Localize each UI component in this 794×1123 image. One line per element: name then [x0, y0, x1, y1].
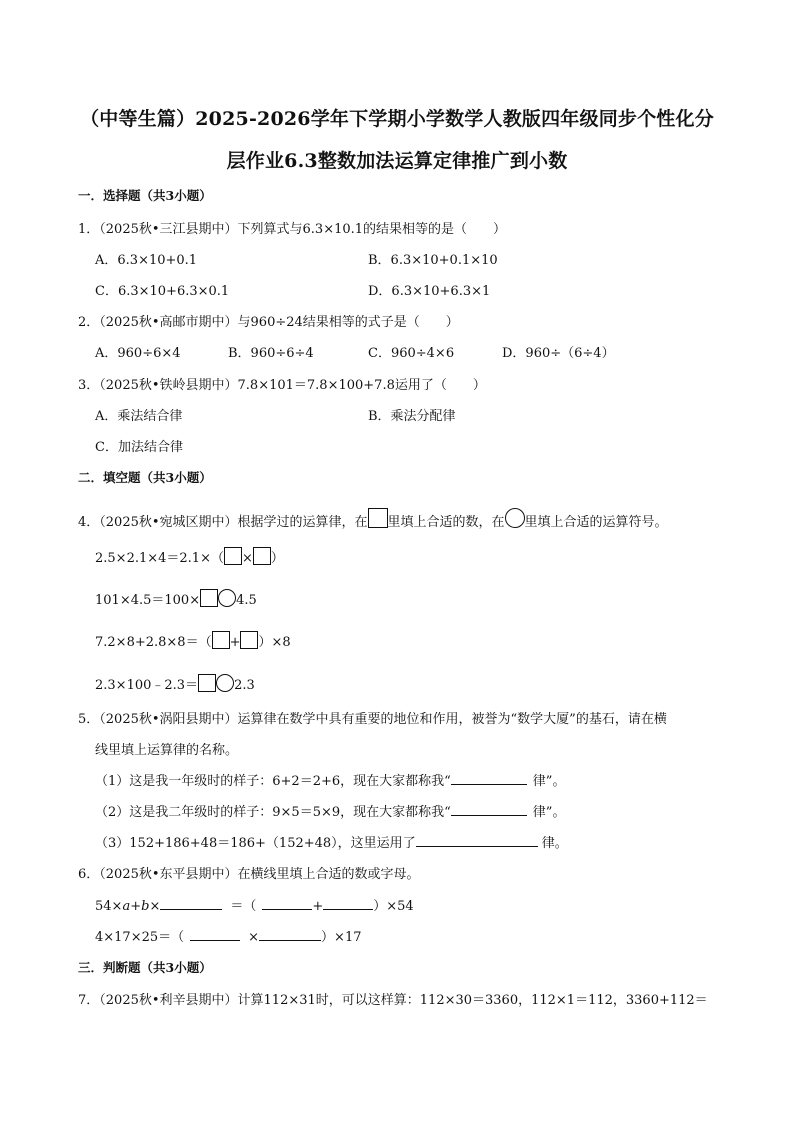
question-3-option-b: B．乘法分配律	[368, 409, 456, 424]
section-heading-fill: 二．填空题（共3小题）	[78, 470, 212, 485]
q6-e1-end: ）×54	[373, 899, 414, 914]
question-3-option-c: C．加法结合律	[95, 440, 183, 455]
answer-box-5[interactable]	[240, 631, 258, 649]
question-4-stem	[78, 508, 668, 530]
answer-box-4[interactable]	[212, 631, 230, 649]
question-1-option-d: D．6.3×10+6.3×1	[368, 284, 491, 299]
question-1-option-c: C．6.3×10+6.3×0.1	[95, 284, 230, 299]
answer-box-6[interactable]	[198, 674, 216, 692]
expr-1-text-c: ）	[270, 551, 284, 566]
square-box-icon	[368, 508, 388, 528]
question-2-option-b: B．960÷6÷4	[228, 346, 314, 361]
expr-2-text-b: 4.5	[236, 593, 257, 608]
q5-p1-text-b: 律”。	[532, 774, 566, 789]
question-5-part-2	[95, 801, 565, 820]
q6-e1-eq: ＝（	[230, 899, 257, 914]
answer-blank-3[interactable]	[416, 834, 538, 847]
question-2-option-d: D．960÷（6÷4）	[502, 346, 615, 361]
question-2-option-a: A．960÷6×4	[95, 346, 181, 361]
answer-blank-2[interactable]	[451, 803, 527, 816]
page-title-line-1: （中等生篇）2025-2026学年下学期小学数学人教版四年级同步个性化分	[80, 108, 714, 130]
answer-blank-1[interactable]	[451, 772, 527, 785]
section-heading-choice: 一．选择题（共3小题）	[78, 188, 212, 203]
question-4-expression-1	[95, 547, 284, 566]
q5-p3-text-a: （3）152+186+48＝186+（152+48），这里运用了	[95, 836, 416, 851]
answer-box-2[interactable]	[253, 547, 271, 565]
q5-p2-text-a: （2）这是我二年级时的样子：9×5＝5×9，现在大家都称我“	[95, 805, 451, 820]
q6-e1-var-b: b	[141, 899, 150, 914]
answer-box-1[interactable]	[224, 547, 242, 565]
answer-circle-1[interactable]	[218, 589, 236, 607]
question-5-part-1	[95, 770, 565, 789]
question-1-option-b: B．6.3×10+0.1×10	[368, 253, 498, 268]
expr-1-text-a: 2.5×2.1×4＝2.1×（	[95, 551, 224, 566]
question-6-expression-1	[95, 895, 414, 914]
q5-p1-text-a: （1）这是我一年级时的样子：6+2＝2+6，现在大家都称我“	[95, 774, 451, 789]
answer-blank-5[interactable]	[262, 897, 312, 910]
expr-4-text-b: 2.3	[234, 678, 255, 693]
expr-3-text-a: 7.2×8+2.8×8＝（	[95, 635, 212, 650]
answer-box-3[interactable]	[200, 589, 218, 607]
q6-e1-plus2: +	[312, 899, 324, 914]
question-5-part-3	[95, 832, 568, 851]
answer-blank-8[interactable]	[259, 928, 321, 941]
question-4-expression-3	[95, 631, 291, 650]
section-heading-judge: 三．判断题（共3小题）	[78, 960, 212, 975]
question-5-stem-line-2: 线里填上运算律的名称。	[95, 743, 239, 758]
q5-p3-text-b: 律。	[541, 836, 568, 851]
expr-3-text-c: ）×8	[258, 635, 291, 650]
question-7-stem: 7．（2025秋•利辛县期中）计算112×31时，可以这样算：112×30＝3360，112×1＝112，3360+112＝	[78, 993, 708, 1008]
q6-e1-times: ×	[149, 899, 161, 914]
circle-icon	[505, 508, 525, 528]
question-4-stem-part-3: 里填上合适的运算符号。	[524, 515, 668, 530]
question-5-stem-line-1: 5．（2025秋•涡阳县期中）运算律在数学中具有重要的地位和作用，被誉为“数学大厦”的基石，请在横	[78, 712, 667, 727]
question-4-expression-2	[95, 589, 257, 608]
question-2-option-c: C．960÷4×6	[368, 346, 455, 361]
question-1-option-a: A．6.3×10+0.1	[95, 253, 198, 268]
expr-3-text-b: +	[229, 635, 241, 650]
expr-2-text-a: 101×4.5＝100×	[95, 593, 201, 608]
question-1-stem: 1．（2025秋•三江县期中）下列算式与6.3×10.1的结果相等的是（ ）	[78, 222, 507, 237]
question-2-stem: 2．（2025秋•高邮市期中）与960÷24结果相等的式子是（ ）	[78, 315, 459, 330]
page-title-line-2: 层作业6.3整数加法运算定律推广到小数	[226, 150, 568, 172]
q6-e1-var-a: a	[122, 899, 131, 914]
q6-e1-plus: +	[130, 899, 142, 914]
question-4-stem-part-1: 4．（2025秋•宛城区期中）根据学过的运算律，在	[78, 515, 368, 530]
question-3-stem: 3．（2025秋•铁岭县期中）7.8×101＝7.8×100+7.8运用了（ ）	[78, 378, 486, 393]
answer-blank-7[interactable]	[190, 928, 240, 941]
q6-e2-end: ）×17	[321, 930, 362, 945]
answer-circle-2[interactable]	[216, 674, 234, 692]
q6-e2-times: ×	[248, 930, 260, 945]
q6-e1-a: 54×	[95, 899, 123, 914]
question-6-expression-2	[95, 926, 361, 945]
question-4-expression-4	[95, 674, 255, 693]
answer-blank-6[interactable]	[323, 897, 373, 910]
question-4-stem-part-2: 里填上合适的数，在	[387, 515, 505, 530]
expr-4-text-a: 2.3×100﹣2.3＝	[95, 678, 199, 693]
answer-blank-4[interactable]	[160, 897, 222, 910]
question-6-stem: 6．（2025秋•东平县期中）在横线里填上合适的数或字母。	[78, 867, 420, 882]
expr-1-text-b: ×	[241, 551, 253, 566]
q5-p2-text-b: 律”。	[532, 805, 566, 820]
question-3-option-a: A．乘法结合律	[95, 409, 183, 424]
q6-e2-a: 4×17×25＝（	[95, 930, 185, 945]
